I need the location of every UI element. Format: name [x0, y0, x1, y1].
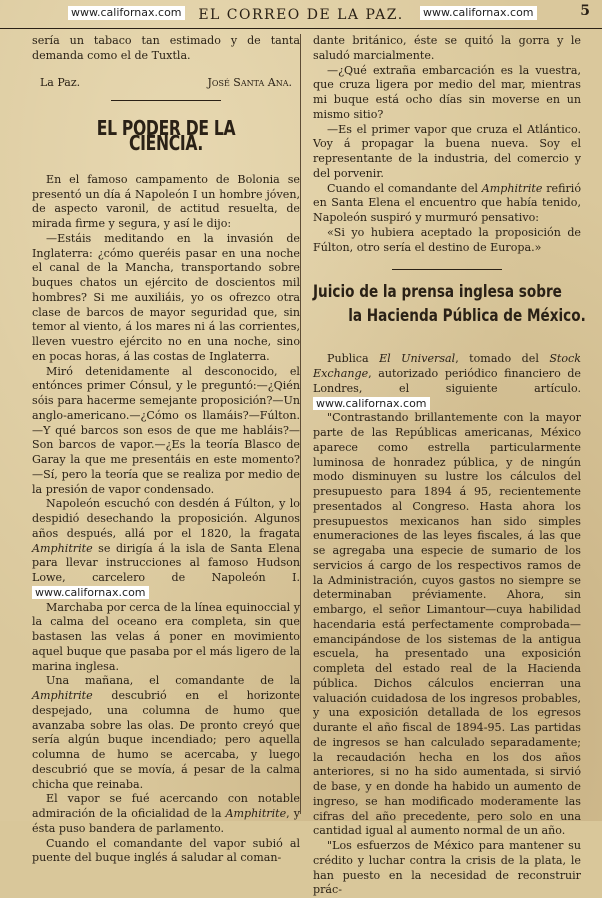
article-title-line-1: Juicio de la prensa inglesa sobre — [313, 282, 562, 303]
paragraph: "Contrastando brillantemente con la mayor parte de las Repúblicas americanas, México aparece como estrella particularmente luminosa de honradez pública, y de ningún modo disminuyen su lustre los cálculos del presupuesto para 1894 á 95, recientemente presentados al Congreso. Hasta ahora los presupuestos mexicanos han sido simples enumeraciones de las leyes fiscales, á las que se agregaba una especie de sumario de los servicios á cargo de los respectivos ramos de la Administración, cuyos gastos no siempre se determinaban préviamente. Ahora, sin embargo, el señor Limantour—cuya habilidad hacendaria está perfectamente comprobada—emancipándose de los sistemas de la antigua escuela, ha presentado una exposición completa del estado real de la Hacienda pública. Dichos cálculos encierran una valuación cuidadosa de los ingresos probables, y una exposición detallada de los egresos durante el año fiscal de 1894-95. Las partidas de ingresos se han calculado separadamente; la recaudación hecha en los dos años anteriores, si no ha sido aumentada, si sirvió de base, y en donde ha habido un aumento de ingreso, se han modificado moderamente las cifras del año precedente, pero solo en una cantidad igual al aumento normal de un año. — [313, 411, 581, 838]
ship-name: Amphitrite — [32, 541, 93, 555]
article-title — [313, 280, 586, 328]
paragraph — [32, 792, 300, 836]
paragraph: —Es el primer vapor que cruza el Atlántico. Voy á propagar la buena nueva. Soy el representante de la industria, del comercio y del porvenir. — [313, 122, 581, 180]
paragraph: Marchaba por cerca de la línea equinoccial y la calma del oceano era completa, sin que bastasen las velas á poner en movimiento aquel buque que pasaba por el más ligero de la marina inglesa. — [32, 600, 300, 673]
section-rule — [392, 269, 502, 270]
watermark-mid: www.californax.com — [313, 397, 430, 410]
ship-name: Amphitrite — [32, 689, 93, 702]
paragraph: «Si yo hubiera aceptado la proposición de Fúlton, otro sería el destino de Europa.» — [313, 225, 581, 254]
paragraph — [32, 674, 300, 792]
text-run: El vapor se fué acercando con notable admiración de la oficialidad de la — [32, 792, 300, 820]
text-run: refirió en Santa Elena el encuentro que había tenido, Napoleón suspiró y murmuró pensativo: — [313, 181, 581, 224]
ship-name: Amphitrite — [225, 807, 287, 820]
masthead-title: EL CORREO DE LA PAZ. — [198, 7, 404, 23]
ship-name: Amphitrite — [481, 181, 543, 195]
paragraph: sería un tabaco tan estimado y de tanta demanda como el de Tuxtla. — [32, 34, 300, 62]
text-run: Una mañana, el comandante de la — [46, 674, 300, 688]
newspaper-name: El Universal — [379, 352, 456, 366]
page-number: 5 — [580, 3, 590, 19]
text-run: Publica — [327, 352, 380, 366]
text-run: Cuando el comandante del — [327, 181, 482, 195]
paragraph: En el famoso campamento de Bolonia se presentó un día á Napoleón I un hombre jóven, de aspecto varonil, de actitud resuelta, de mirada firme y segura, y así le dijo: — [32, 172, 300, 230]
left-column — [32, 34, 300, 866]
source-name: Stock Exchange — [313, 352, 581, 380]
text-run: , autorizado periódico financiero de Londres, el siguiente artículo. — [313, 367, 581, 395]
article-title: EL PODER DE LA CIENCIA. — [96, 116, 236, 155]
watermark-left: www.californax.com — [68, 6, 185, 20]
paragraph: —¿Qué extraña embarcación es la vuestra, que cruza ligera por medio del mar, mientras mi buque está ocho días sin moverse en un mismo sitio? — [313, 63, 581, 121]
section-rule — [111, 100, 221, 101]
page-header — [0, 0, 602, 29]
text-run: se dirigía á la isla de Santa Elena para llevar instrucciones al famoso Hudson Lowe, carcelero de Napoleón I. — [32, 541, 300, 584]
column-divider — [300, 34, 301, 814]
text-run: , tomado del — [455, 352, 550, 366]
right-column — [313, 34, 586, 898]
watermark-right: www.californax.com — [420, 6, 537, 20]
text-run: , y ésta puso bandera de parlamento. — [32, 807, 300, 835]
paragraph: —Estáis meditando en la invasión de Inglaterra: ¿cómo queréis pasar en una noche el canal de la Mancha, transportando sobre buques chatos un ejército de doscientos mil hombres? Si me auxiliáis, yo os ofrezco otra clase de barcos de mayor seguridad que, sin temor al viento, á los mares ni á las corrientes, lleven vuestro ejército no en una noche, sino en pocas horas, á las costas de Inglaterra. — [32, 231, 300, 363]
paragraph: "Los esfuerzos de México para mantener su crédito y luchar contra la crisis de la plata, le han puesto en la necesidad de reconstruir prác- — [313, 839, 581, 897]
signature-name: José Santa Ana. — [207, 75, 292, 89]
watermark-mid: www.californax.com — [32, 586, 149, 599]
signature-place: La Paz. — [40, 75, 81, 89]
text-run: Napoleón escuchó con desdén á Fúlton, y lo despidió desechando la proposición. Algunos años después, allá por el 1820, la fragata — [32, 497, 300, 540]
paragraph — [32, 497, 300, 600]
paragraph — [313, 352, 581, 411]
paragraph — [313, 182, 581, 226]
paragraph: Miró detenidamente al desconocido, el entónces primer Cónsul, y le preguntó:—¿Qién sóis para hacerme semejante proposición?—Un anglo-americano.—¿Cómo os llamáis?—Fúlton.—Y qué barcos son esos de que me habláis?—Son barcos de vapor.—¿Es la teoría Blasco de Garay la que me presentáis en este momento?—Sí, pero la teoría que se realiza por medio de la presión de vapor condensado. — [32, 364, 300, 496]
paragraph: Cuando el comandante del vapor subió al puente del buque inglés á saludar al coman- — [32, 836, 300, 865]
paragraph: dante británico, éste se quitó la gorra y le saludó marcialmente. — [313, 34, 581, 62]
article-title-line-2: la Hacienda Pública de México. — [348, 306, 586, 327]
signature-line — [32, 64, 300, 91]
text-run: descubrió en el horizonte despejado, una columna de humo que avanzaba sobre las olas. De pronto creyó que sería algún buque incendiado; pero aquella columna de humo se acercaba, y luego descubrió que se movía, á pesar de la calma chicha que reinaba. — [32, 689, 300, 791]
